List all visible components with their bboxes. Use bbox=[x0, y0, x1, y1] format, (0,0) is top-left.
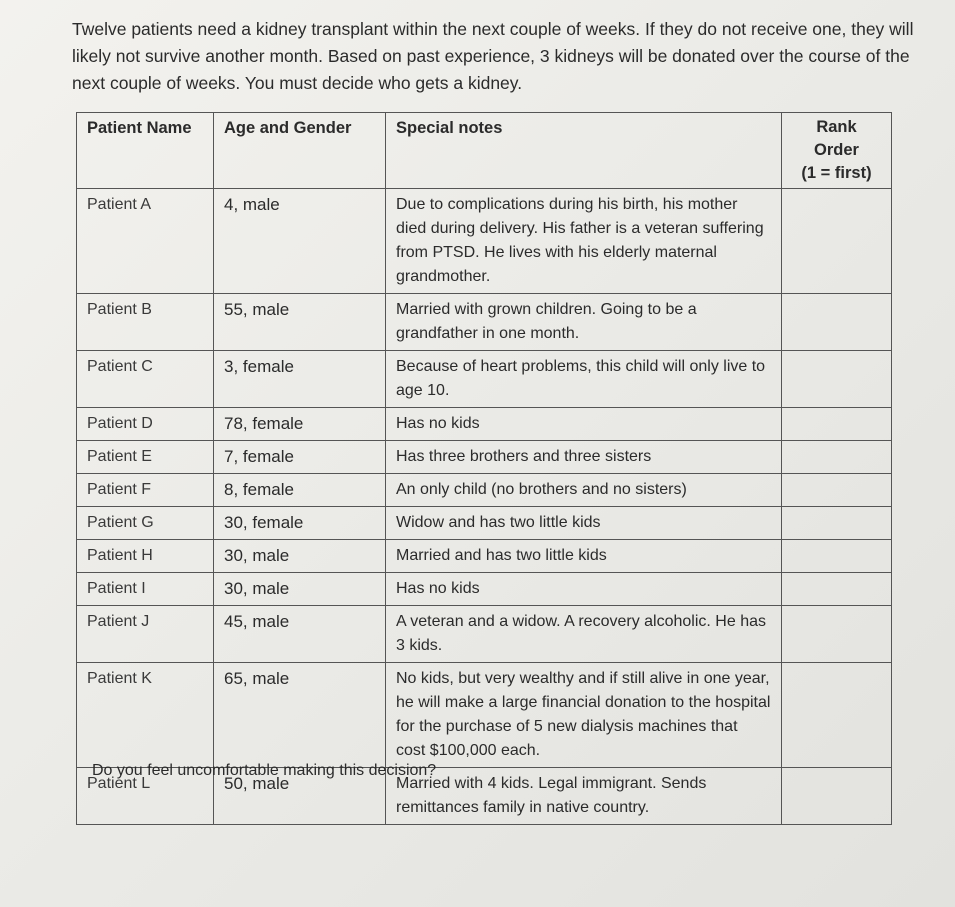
rank-order-cell[interactable] bbox=[782, 606, 892, 663]
rank-order-cell[interactable] bbox=[782, 441, 892, 474]
special-notes-cell: Due to complications during his birth, his mother died during delivery. His father is a veteran suffering from PTSD. He lives with his elderly maternal grandmother. bbox=[386, 189, 782, 294]
patient-name-cell: Patient B bbox=[77, 294, 214, 351]
special-notes-cell: A veteran and a widow. A recovery alcoholic. He has 3 kids. bbox=[386, 606, 782, 663]
special-notes-cell: Has three brothers and three sisters bbox=[386, 441, 782, 474]
table-row bbox=[77, 507, 892, 540]
header-age-gender: Age and Gender bbox=[214, 113, 386, 189]
patient-name-cell: Patient C bbox=[77, 351, 214, 408]
special-notes-cell: Married with grown children. Going to be a grandfather in one month. bbox=[386, 294, 782, 351]
rank-order-cell[interactable] bbox=[782, 189, 892, 294]
patient-name-cell: Patient G bbox=[77, 507, 214, 540]
table-row bbox=[77, 351, 892, 408]
special-notes-cell: Has no kids bbox=[386, 408, 782, 441]
special-notes-cell: Because of heart problems, this child will only live to age 10. bbox=[386, 351, 782, 408]
rank-order-cell[interactable] bbox=[782, 294, 892, 351]
header-rank-order bbox=[782, 113, 892, 189]
special-notes-cell: Married with 4 kids. Legal immigrant. Sends remittances family in native country. bbox=[386, 768, 782, 825]
age-gender-cell: 65, male bbox=[214, 663, 386, 768]
table-row bbox=[77, 294, 892, 351]
table-row bbox=[77, 441, 892, 474]
age-gender-cell: 30, female bbox=[214, 507, 386, 540]
header-rank-hint: (1 = first) bbox=[801, 164, 872, 182]
table-row bbox=[77, 663, 892, 768]
age-gender-cell: 30, male bbox=[214, 540, 386, 573]
table-row bbox=[77, 474, 892, 507]
rank-order-cell[interactable] bbox=[782, 768, 892, 825]
special-notes-cell: Has no kids bbox=[386, 573, 782, 606]
age-gender-cell: 55, male bbox=[214, 294, 386, 351]
rank-order-cell[interactable] bbox=[782, 351, 892, 408]
table-header-row bbox=[77, 113, 892, 189]
patient-name-cell: Patient F bbox=[77, 474, 214, 507]
rank-order-cell[interactable] bbox=[782, 474, 892, 507]
age-gender-cell: 30, male bbox=[214, 573, 386, 606]
special-notes-cell: No kids, but very wealthy and if still alive in one year, he will make a large financial donation to the hospital for the purchase of 5 new dialysis machines that cost $100,000 each. bbox=[386, 663, 782, 768]
patient-name-cell: Patient K bbox=[77, 663, 214, 768]
age-gender-cell: 78, female bbox=[214, 408, 386, 441]
rank-order-cell[interactable] bbox=[782, 573, 892, 606]
patient-ranking-table bbox=[76, 112, 892, 825]
rank-order-cell[interactable] bbox=[782, 540, 892, 573]
patient-name-cell: Patient L bbox=[77, 768, 214, 825]
age-gender-cell: 45, male bbox=[214, 606, 386, 663]
age-gender-cell: 4, male bbox=[214, 189, 386, 294]
patient-name-cell: Patient H bbox=[77, 540, 214, 573]
age-gender-cell: 7, female bbox=[214, 441, 386, 474]
header-rank-label: Rank Order bbox=[814, 118, 859, 159]
header-special-notes: Special notes bbox=[386, 113, 782, 189]
age-gender-cell: 8, female bbox=[214, 474, 386, 507]
rank-order-cell[interactable] bbox=[782, 408, 892, 441]
table-row bbox=[77, 573, 892, 606]
table-body bbox=[77, 189, 892, 825]
table-row bbox=[77, 408, 892, 441]
rank-order-cell[interactable] bbox=[782, 507, 892, 540]
rank-order-cell[interactable] bbox=[782, 663, 892, 768]
patient-name-cell: Patient A bbox=[77, 189, 214, 294]
age-gender-cell: 3, female bbox=[214, 351, 386, 408]
table-row bbox=[77, 606, 892, 663]
patient-name-cell: Patient I bbox=[77, 573, 214, 606]
intro-paragraph: Twelve patients need a kidney transplant within the next couple of weeks. If they do not receive one, they will likely not survive another month. Based on past experience, 3 kidneys will be donated over the course of the next couple of weeks. You must decide who gets a kidney. bbox=[72, 19, 914, 93]
patient-name-cell: Patient D bbox=[77, 408, 214, 441]
table-row bbox=[77, 189, 892, 294]
patient-name-cell: Patient J bbox=[77, 606, 214, 663]
special-notes-cell: Married and has two little kids bbox=[386, 540, 782, 573]
age-gender-cell: 50, male bbox=[214, 768, 386, 825]
special-notes-cell: An only child (no brothers and no sisters) bbox=[386, 474, 782, 507]
patient-name-cell: Patient E bbox=[77, 441, 214, 474]
header-patient-name: Patient Name bbox=[77, 113, 214, 189]
special-notes-cell: Widow and has two little kids bbox=[386, 507, 782, 540]
table-row bbox=[77, 540, 892, 573]
closing-question: Do you feel uncomfortable making this decision? bbox=[92, 762, 437, 779]
